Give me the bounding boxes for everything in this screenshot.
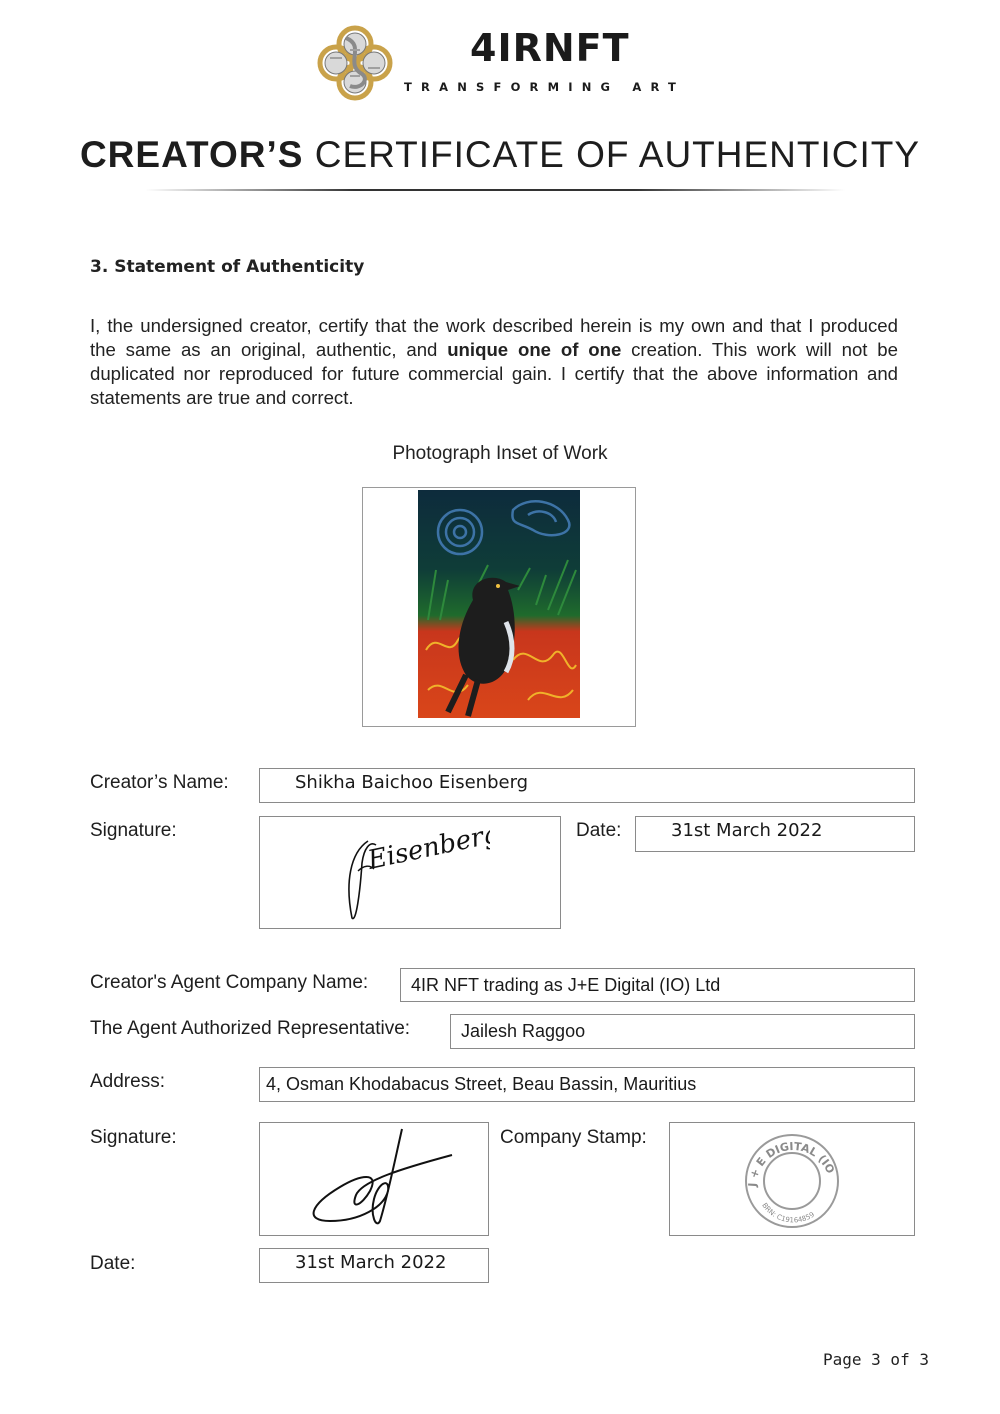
artwork-photo <box>418 490 580 718</box>
section-heading: 3. Statement of Authenticity <box>90 257 365 277</box>
brand-tagline: TRANSFORMING ART <box>404 80 686 94</box>
title-bold: CREATOR’S <box>79 134 304 175</box>
svg-text:J + E DIGITAL (IO) LTD <box>742 1131 837 1188</box>
agent-address-label: Address: <box>90 1071 165 1092</box>
agent-date-field <box>259 1248 489 1283</box>
brand-name: 4IRNFT <box>470 26 630 70</box>
creator-signature-box <box>259 816 561 929</box>
title-divider <box>145 189 845 191</box>
agent-signature-label: Signature: <box>90 1127 177 1148</box>
creator-date-label: Date: <box>576 820 622 841</box>
company-stamp-box <box>669 1122 915 1236</box>
agent-rep-value: Jailesh Raggoo <box>461 1021 586 1041</box>
brand-logo-icon <box>316 24 394 102</box>
statement-text-start: I, the undersigned creator, certify that the work described herein is my own and that I produced the same as an original, authentic, and <box>90 315 898 360</box>
statement-paragraph <box>90 314 898 410</box>
agent-date-label: Date: <box>90 1253 136 1274</box>
agent-address-value: 4, Osman Khodabacus Street, Beau Bassin, Mauritius <box>266 1074 697 1094</box>
creator-signature <box>340 823 490 923</box>
page-number: Page 3 of 3 <box>823 1350 929 1369</box>
statement-text-end: creation. This work will not be duplicated nor reproduced for future commercial gain. I certify that the above information and statements are true and correct. <box>90 339 898 408</box>
company-stamp-label: Company Stamp: <box>500 1127 647 1148</box>
creator-date-value: 31st March 2022 <box>671 820 823 841</box>
page-title <box>0 134 1000 176</box>
photo-caption: Photograph Inset of Work <box>392 443 608 464</box>
agent-company-value: 4IR NFT trading as J+E Digital (IO) Ltd <box>411 975 721 995</box>
creator-signature-text: Eisenberg <box>365 823 490 876</box>
creator-name-value: Shikha Baichoo Eisenberg <box>295 772 529 793</box>
title-rest: CERTIFICATE OF AUTHENTICITY <box>303 134 921 175</box>
agent-rep-label: The Agent Authorized Representative: <box>90 1018 411 1039</box>
agent-company-field <box>400 968 915 1002</box>
agent-signature-box <box>259 1122 489 1236</box>
photo-frame <box>362 487 636 727</box>
creator-name-label: Creator’s Name: <box>90 772 229 793</box>
agent-company-label: Creator's Agent Company Name: <box>90 972 369 993</box>
agent-address-field <box>259 1067 915 1102</box>
creator-name-field <box>259 768 915 803</box>
stamp-text-top: J + E DIGITAL (IO <box>745 1139 837 1188</box>
creator-date-field <box>635 816 915 852</box>
statement-text-bold: unique one of one <box>447 339 622 360</box>
creator-signature-label: Signature: <box>90 820 177 841</box>
stamp-text-bottom: BRN: C19164859 <box>760 1201 816 1225</box>
agent-signature <box>300 1125 460 1233</box>
agent-date-value: 31st March 2022 <box>295 1252 447 1273</box>
company-stamp <box>742 1131 842 1231</box>
agent-rep-field <box>450 1014 915 1049</box>
